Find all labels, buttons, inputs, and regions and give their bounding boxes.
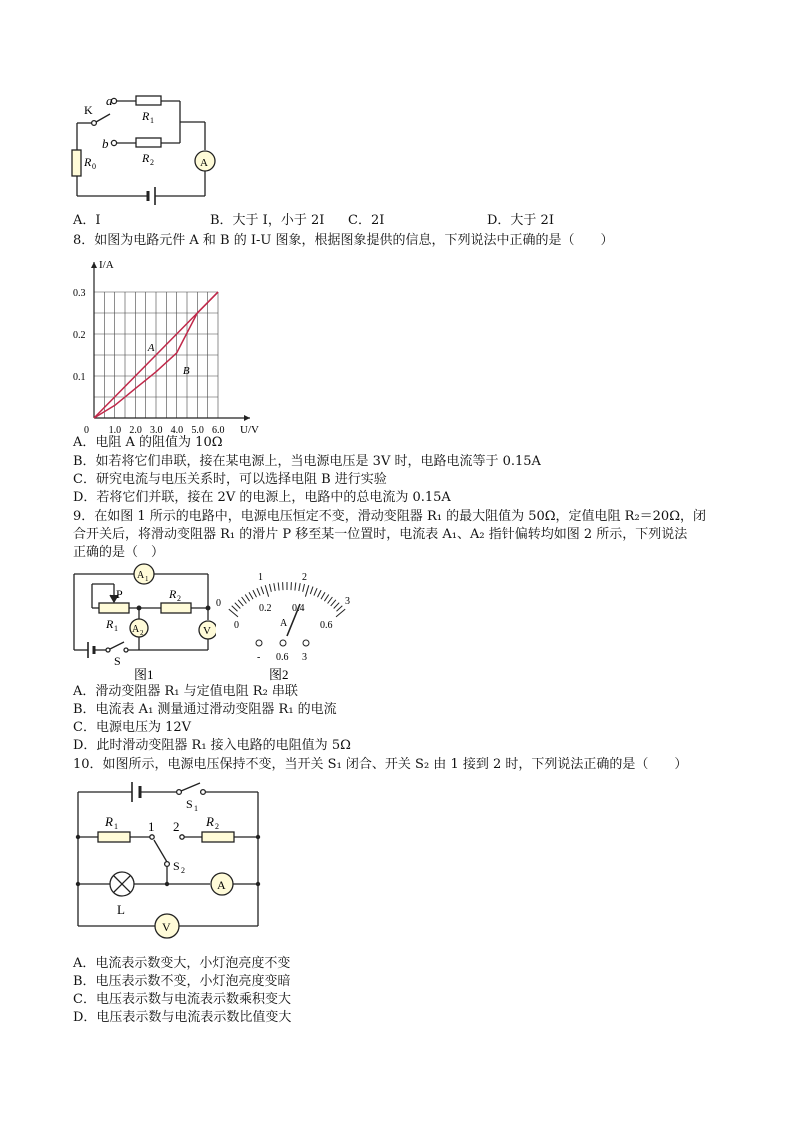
q7-label-r1-sub: 1 (150, 116, 154, 125)
y-tick-label: 0.1 (73, 372, 86, 383)
x-tick-label: 6.0 (212, 425, 225, 436)
q10-label-r2: R (206, 814, 214, 829)
dial-tick (314, 588, 317, 595)
dial-top-2: 2 (302, 572, 307, 583)
q10-label-r1-sub: 1 (114, 822, 118, 831)
x-axis-label: U/V (240, 424, 259, 436)
y-axis-arrow (91, 262, 97, 268)
q8-stem: 8．如图为电路元件 A 和 B 的 I-U 图象，根据图象提供的信息，下列说法中正确的是（ ） (73, 233, 614, 248)
dial-tick (232, 606, 238, 612)
dial-tick (337, 606, 343, 612)
q9-fig1-circuit (66, 562, 216, 682)
q9-fig2-caption: 图2 (269, 667, 289, 682)
q7-label-a: a (106, 93, 113, 108)
dial-tick (278, 583, 279, 591)
dial-bottom-0: 0 (234, 620, 239, 631)
q10-label-s1: S (186, 797, 193, 811)
terminal-3: 3 (302, 652, 307, 663)
q9-fig1-caption: 图1 (134, 667, 154, 682)
q10-label-r2-sub: 2 (215, 822, 219, 831)
q9-option-a: A．滑动变阻器 R₁ 与定值电阻 R₂ 串联 (73, 684, 298, 699)
dial-tick (331, 600, 336, 606)
q10-label-s2: S (173, 859, 180, 873)
dial-top-0: 0 (216, 598, 221, 609)
q9-label-p: P (116, 587, 123, 601)
dial-tick (270, 584, 272, 592)
q10-option-b: B．电压表示数不变，小灯泡亮度变暗 (73, 974, 291, 989)
q10-option-d: D．电压表示数与电流表示数比值变大 (73, 1010, 292, 1025)
ammeter-a1-icon: A (137, 570, 145, 581)
y-tick-label: 0.3 (73, 288, 86, 299)
q10-label-r1: R (105, 814, 113, 829)
dial-tick (245, 595, 249, 602)
q7-option-c: C．2I (348, 213, 385, 228)
dial-tick (238, 600, 243, 606)
q9-option-b: B．电流表 A₁ 测量通过滑动变阻器 R₁ 的电流 (73, 702, 337, 717)
q10-contact-1: 1 (148, 819, 155, 834)
x-tick-label: 3.0 (150, 425, 163, 436)
dial-tick (321, 592, 325, 599)
dial-tick (334, 603, 340, 609)
q7-option-d: D．大于 2I (487, 213, 554, 228)
q9-label-r2-sub: 2 (177, 594, 181, 603)
q10-option-a: A．电流表示数变大，小灯泡亮度不变 (73, 956, 291, 971)
q10-label-s1-sub: 1 (194, 804, 198, 813)
dial-tick (295, 583, 296, 591)
q7-label-r1: R (142, 109, 150, 123)
ammeter-a2-sub: 2 (140, 629, 144, 637)
x-tick-label: 4.0 (170, 425, 184, 436)
dial-bottom-06: 0.6 (320, 620, 333, 631)
dial-top-1: 1 (258, 572, 263, 583)
q7-option-b: B．大于 I，小于 2I (210, 213, 325, 228)
iu-chart (70, 252, 280, 437)
q9-option-d: D．此时滑动变阻器 R₁ 接入电路的电阻值为 5Ω (73, 738, 351, 753)
q7-label-k: K (84, 103, 93, 117)
dial-tick (328, 597, 333, 604)
dial-tick (253, 590, 257, 597)
x-tick-label: 1.0 (108, 425, 122, 436)
q9-fig2-meter (212, 566, 362, 684)
q10-option-c: C．电压表示数与电流表示数乘积变大 (73, 992, 291, 1007)
ammeter-a2-icon: A (132, 624, 140, 635)
q9-label-s: S (114, 654, 121, 668)
dial-bottom-04: 0.4 (292, 603, 305, 614)
q9-option-c: C．电源电压为 12V (73, 720, 192, 735)
q8-option-d: D．若将它们并联，接在 2V 的电源上，电路中的总电流为 0.15A (73, 490, 451, 505)
q7-option-a: A．I (73, 213, 101, 228)
q9-stem-line1: 9．在如图 1 所示的电路中，电源电压恒定不变，滑动变阻器 R₁ 的最大阻值为 50Ω，定值电阻 R₂＝20Ω，闭 (73, 509, 706, 524)
x-tick-label: 2.0 (129, 425, 142, 436)
series-label-A: A (147, 342, 155, 354)
lamp-label: L (117, 902, 125, 917)
terminal-minus: - (257, 652, 261, 663)
dial-unit: A (280, 618, 288, 629)
q10-circuit-figure (70, 778, 270, 948)
q10-contact-2: 2 (173, 819, 180, 834)
dial-tick (257, 588, 260, 595)
dial-tick (235, 603, 241, 609)
dial-tick (303, 584, 305, 592)
q9-label-r1: R (106, 617, 114, 631)
q10-stem: 10．如图所示，电源电压保持不变，当开关 S₁ 闭合、开关 S₂ 由 1 接到 2 时，下列说法正确的是（ ） (73, 757, 688, 772)
q7-circuit-figure (60, 88, 230, 213)
q10-label-s2-sub: 2 (181, 866, 185, 875)
y-axis-label: I/A (99, 259, 114, 271)
dial-tick (261, 587, 264, 595)
q9-stem-line2: 合开关后，将滑动变阻器 R₁ 的滑片 P 移至某一位置时，电流表 A₁、A₂ 指针偏转均如图 2 所示，下列说法 (73, 527, 688, 542)
y-tick-label: 0.2 (73, 330, 86, 341)
dial-tick (324, 595, 328, 602)
dial-top-3: 3 (345, 596, 350, 607)
ammeter-icon: A (200, 157, 208, 169)
q9-stem-line3: 正确的是（ ） (73, 545, 165, 560)
q7-label-b: b (102, 136, 109, 151)
dial-tick (305, 585, 308, 597)
q8-option-c: C．研究电流与电压关系时，可以选择电阻 B 进行实验 (73, 472, 387, 487)
q9-label-r2: R (169, 587, 177, 601)
dial-tick (249, 592, 253, 599)
ammeter-a1-sub: 1 (145, 575, 149, 583)
dial-tick (299, 583, 300, 591)
x-axis-arrow (244, 415, 250, 421)
dial-tick (242, 597, 247, 604)
q7-label-r0: R (84, 155, 92, 169)
q7-label-r2: R (142, 151, 150, 165)
x-tick-label: 0 (84, 425, 89, 436)
x-tick-label: 5.0 (191, 425, 204, 436)
dial-tick (318, 590, 322, 597)
terminal-06: 0.6 (276, 652, 289, 663)
q7-label-r0-sub: 0 (92, 162, 96, 171)
ammeter-icon: A (217, 878, 226, 892)
dial-tick (265, 585, 268, 597)
dial-tick (274, 583, 275, 591)
q8-option-a: A．电阻 A 的阻值为 10Ω (73, 435, 223, 450)
series-label-B: B (182, 364, 190, 377)
q8-option-b: B．如若将它们串联，接在某电源上，当电源电压是 3V 时，电路电流等于 0.15A (73, 454, 541, 469)
q7-label-r2-sub: 2 (150, 158, 154, 167)
voltmeter-icon: V (162, 920, 171, 934)
voltmeter-icon: V (203, 625, 211, 637)
q9-label-r1-sub: 1 (114, 624, 118, 633)
dial-bottom-02: 0.2 (259, 603, 272, 614)
dial-tick (310, 587, 313, 595)
